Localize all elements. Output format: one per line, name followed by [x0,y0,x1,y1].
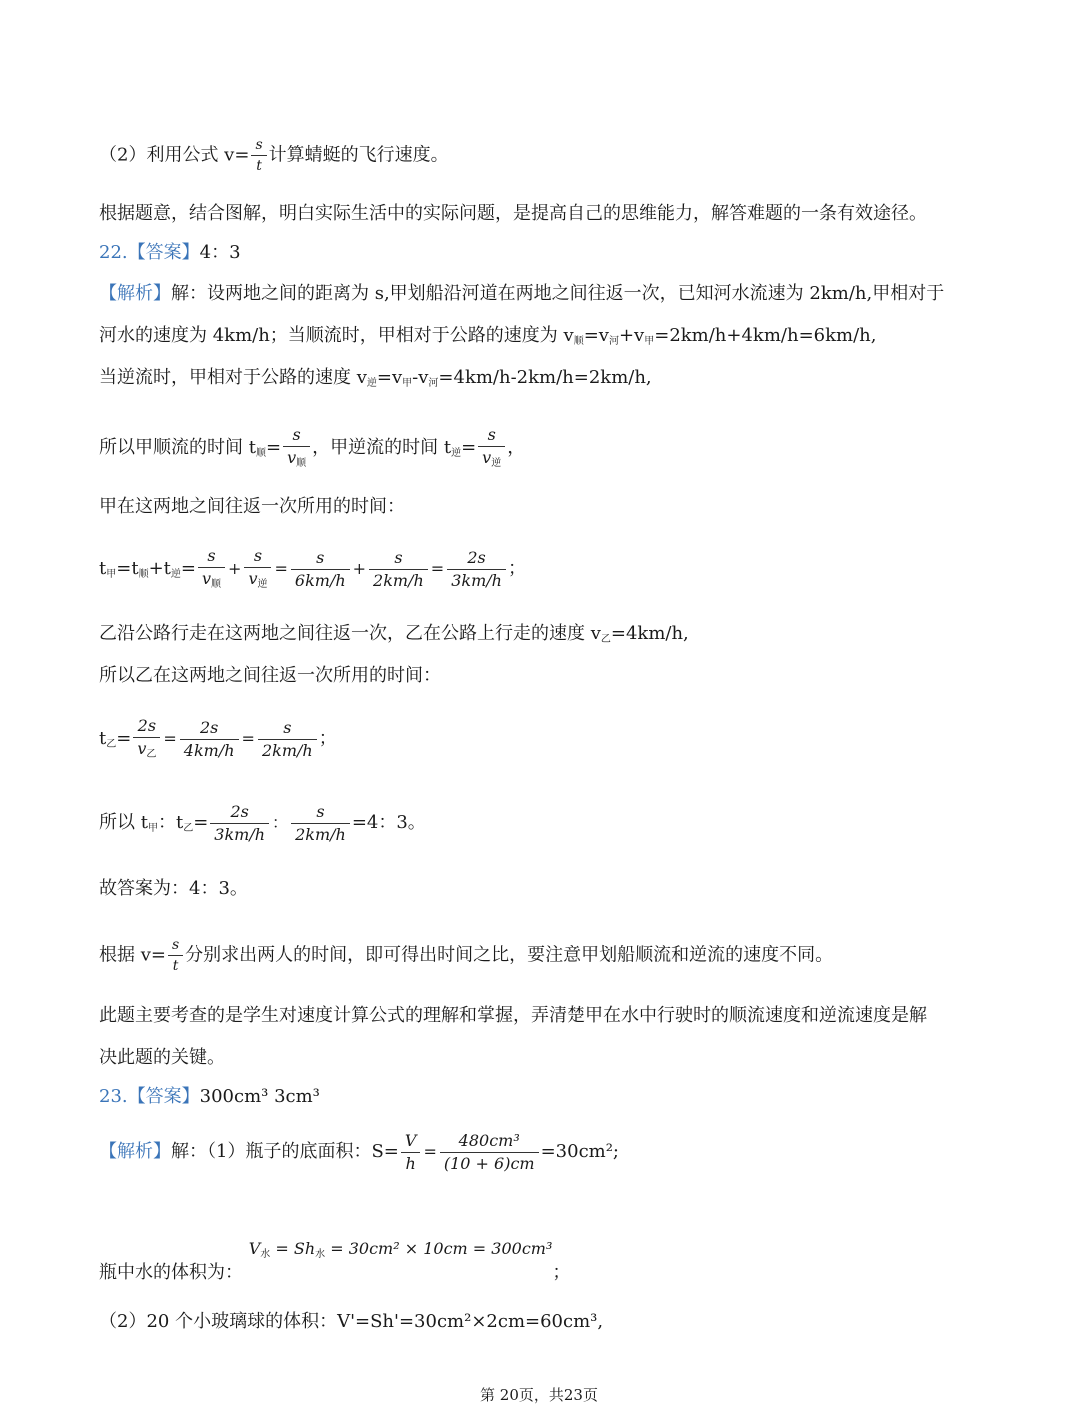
fraction-2 [244,548,271,590]
q22-answer-line [99,242,241,264]
text: 计算蜻蜓的飞行速度。 [268,144,449,166]
fraction-V-over-h [401,1130,421,1173]
page-footer: 第 20页，共23页 [480,1386,598,1404]
text: 解：设两地之间的距离为 s,甲划船沿河道在两地之间往返一次，已知河水流速为 2km/h,甲相对于 [171,283,945,304]
denominator: (10 + 6)cm [440,1152,539,1172]
fraction-s-over-v-shun [283,427,310,469]
sub: 逆 [366,378,377,389]
denominator [478,446,505,469]
text: ，甲逆流的时间 t [312,437,452,458]
answer-value: 4：3 [199,242,241,263]
fraction-s-over-v-ni [478,427,505,469]
text: 乙沿公路行走在这两地之间往返一次，乙在公路上行走的速度 v [99,623,601,644]
q22-final-answer: 故答案为：4：3。 [99,878,248,899]
den-var: v [287,448,297,467]
sub: 顺 [573,336,584,347]
sub: 顺 [255,448,266,459]
denominator: t [251,155,266,173]
den-var: v [248,569,258,588]
analysis-tag: 【解析】 [99,283,171,304]
fraction-4 [369,547,428,590]
denominator: 2km/h [369,569,428,589]
denominator: 4km/h [180,739,239,759]
text: 当逆流时，甲相对于公路的速度 v [99,367,367,388]
fraction-3 [258,717,317,760]
text: 解：（1）瓶子的底面积：S= [171,1141,399,1162]
q22-formula-ratio: 所以 $t_甲$：$t_乙=$ $\frac{2s}{3km/h}$ ： $\frac{s}{2km/h}$ =4：3。 [99,801,426,844]
text: ：t [157,812,184,833]
fraction-1 [133,718,160,760]
text: ； [318,728,337,749]
fraction-s-over-t [168,938,183,973]
expr: = Sh [270,1239,316,1258]
numerator: 480cm³ [458,1130,520,1150]
text: 分别求出两人的时间，即可得出时间之比，要注意甲划船顺流和逆流的速度不同。 [185,944,834,966]
sub: 逆 [170,569,181,580]
text: ， [507,437,526,458]
text: =4km/h-2km/h=2km/h, [438,367,652,388]
fraction-1 [198,548,225,590]
denominator: 3km/h [210,823,269,843]
text: =4：3。 [351,812,426,833]
sub: 乙 [600,634,611,645]
denominator [198,567,225,590]
paragraph-summary-21: 根据题意，结合图解，明白实际生活中的实际问题，是提高自己的思维能力，解答难题的一条有效途径。 [99,203,927,224]
numerator: 2s [199,717,219,737]
text: 河水的速度为 4km/h；当顺流时，甲相对于公路的速度为 v [99,325,574,346]
denominator: 2km/h [291,823,350,843]
question-number: 23. [99,1086,128,1107]
sub: 乙 [146,749,157,760]
text: ； [552,1262,571,1283]
numerator: s [207,546,216,565]
numerator: 2s [467,547,486,567]
q23-balls-volume: （2）20 个小玻璃球的体积：V'=Sh'=30cm²×2cm=60cm³, [99,1311,604,1332]
sub: 逆 [451,448,462,459]
answer-tag: 【答案】 [127,1086,200,1107]
fraction-3 [291,547,350,590]
sub: 甲 [147,823,158,834]
sub: 乙 [106,739,117,750]
sub: 水 [260,1249,271,1260]
numerator: s [253,546,263,565]
sub: 河 [428,378,439,389]
volume-expression [249,1239,553,1258]
fraction-1 [210,801,269,844]
den-var: v [201,569,212,588]
denominator: t [168,955,183,973]
expr: = 30cm² × 10cm = 300cm³ [325,1239,553,1258]
answer-value: 300cm³ 3cm³ [199,1086,320,1107]
den-var: v [482,448,492,467]
q22-analysis-line [99,283,944,305]
text: =30cm²; [540,1141,619,1162]
text: 所以甲顺流的时间 t [99,437,256,458]
q22-line-downstream: 河水的速度为 4km/h；当顺流时，甲相对于公路的速度为 $v_顺=v_河+v_甲=2km/h+4km/h=6km/h$, [99,325,877,347]
q22-formula-total-jia: $t_甲=t_顺+t_逆=$ $\frac{s}{v_顺}$ + $\frac{s}{v_逆}$ = $\frac{s}{6km/h}$ + $\frac{s}{2km/h}$ = $\frac{2s}{3km/h}$ ； [99,546,526,590]
q22-summary-2: 决此题的关键。 [99,1047,225,1068]
sub: 甲 [402,378,413,389]
denominator [283,446,310,469]
numerator: V [404,1130,417,1150]
q22-line-upstream: 当逆流时，甲相对于公路的速度 $v_逆=v_甲-v_河=4km/h-2km/h=2km/h$, [99,367,652,389]
analysis-tag: 【解析】 [99,1141,171,1162]
q23-answer-line [99,1086,320,1108]
sub: 河 [608,336,619,347]
sub: 逆 [257,579,268,590]
question-number: 22. [99,242,128,263]
q22-line-yi-speed [99,623,689,651]
numerator: s [394,547,403,567]
text: （2）利用公式 v= [99,144,250,166]
fraction-480-over-16 [440,1130,539,1173]
sub: 顺 [211,579,222,590]
answer-tag: 【答案】 [127,242,200,263]
expr: V [248,1239,261,1258]
text: 所以 t [99,812,148,833]
numerator: s [487,425,496,444]
numerator: s [171,937,180,953]
q22-note-formula [99,938,833,973]
fraction-5 [447,547,506,590]
numerator: s [292,425,301,444]
fraction-2 [180,717,239,760]
q23-water-volume [99,1238,570,1284]
q22-summary-1: 此题主要考查的是学生对速度计算公式的理解和掌握，弄清楚甲在水中行驶时的顺流速度和逆流速度是解 [99,1005,927,1026]
denominator [133,737,160,760]
q22-line-times: 所以甲顺流的时间 $t_顺=$ $\frac{s}{v_顺}$ ，甲逆流的时间 $t_逆=$ $\frac{s}{v_逆}$ ， [99,425,526,469]
fraction-2 [291,801,350,844]
text: =4km/h, [610,623,689,644]
numerator: s [283,717,292,737]
text: =2km/h+4km/h=6km/h, [654,325,877,346]
q23-analysis-area: 【解析】解：（1）瓶子的底面积：S= $\frac{V}{h}$ = $\frac{\text{480cm³}}{(10 + 6)cm}$ =30cm²; [99,1130,619,1173]
sub: 甲 [106,569,117,580]
numerator: s [316,547,325,567]
sub: 顺 [296,458,307,469]
q22-line-roundtrip: 甲在这两地之间往返一次所用的时间： [99,496,405,517]
sub: 逆 [491,458,502,469]
numerator: 2s [230,801,249,821]
text: 根据 v= [99,944,166,966]
denominator: 6km/h [291,569,350,589]
sub: 水 [315,1249,326,1260]
den-var: v [137,739,147,758]
line-formula-speed [99,138,449,173]
text: 瓶中水的体积为： [99,1262,243,1283]
denominator: 2km/h [258,739,317,759]
numerator: 2s [137,716,157,735]
fraction-s-over-t [251,138,266,173]
sub: 乙 [183,823,194,834]
q22-line-yi-time: 所以乙在这两地之间往返一次所用的时间： [99,665,441,686]
denominator [244,567,271,590]
denominator: h [401,1152,421,1172]
denominator: 3km/h [447,569,506,589]
sub: 甲 [644,336,655,347]
q22-formula-yi: $t_乙=$ $\frac{2s}{v_乙}$ = $\frac{2s}{4km/h}$ = $\frac{s}{2km/h}$ ； [99,716,337,760]
numerator: s [316,801,325,821]
sub: 顺 [138,569,149,580]
numerator: s [255,137,263,153]
text: ； [507,558,526,579]
